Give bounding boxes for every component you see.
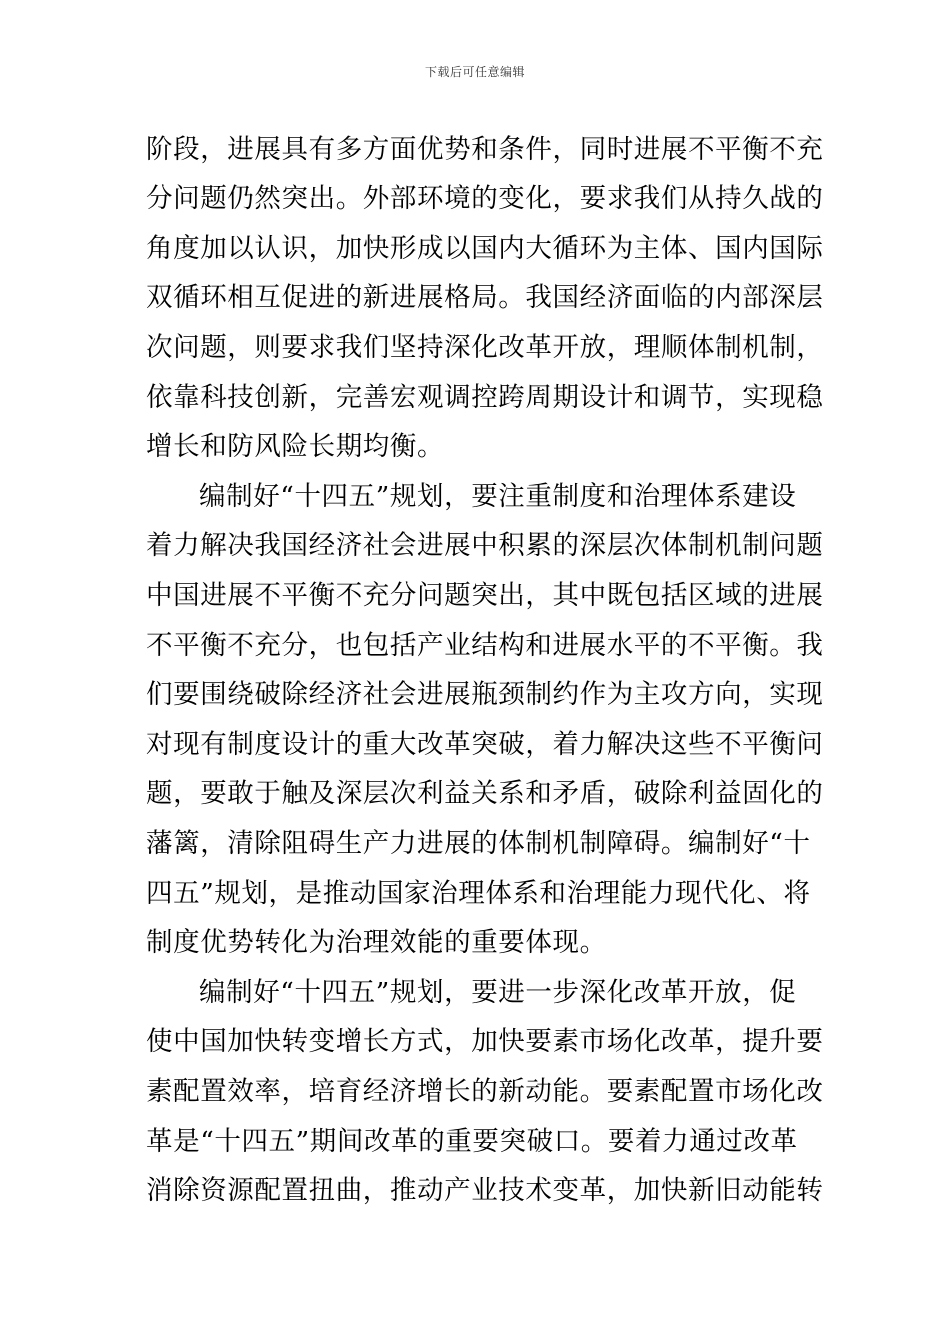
text-line: 不平衡不充分，也包括产业结构和进展水平的不平衡。我 (146, 630, 824, 661)
text-line: 依靠科技创新，完善宏观调控跨周期设计和调节，实现稳 (146, 382, 824, 413)
text-line: 对现有制度设计的重大改革突破，着力解决这些不平衡问 (146, 729, 824, 760)
text-line: 次问题，则要求我们坚持深化改革开放，理顺体制机制， (146, 332, 824, 363)
text-line: 们要围绕破除经济社会进展瓶颈制约作为主攻方向，实现 (146, 679, 824, 710)
text-line: 藩篱，清除阻碍生产力进展的体制机制障碍。编制好“十 (146, 828, 811, 859)
text-line: 着力解决我国经济社会进展中积累的深层次体制机制问题 (146, 530, 824, 561)
text-line: 素配置效率，培育经济增长的新动能。要素配置市场化改 (146, 1076, 824, 1107)
text-line: 双循环相互促进的新进展格局。我国经济面临的内部深层 (146, 282, 824, 313)
text-line: 分问题仍然突出。外部环境的变化，要求我们从持久战的 (146, 183, 824, 214)
text-line: 角度加以认识，加快形成以国内大循环为主体、国内国际 (146, 233, 824, 264)
paragraph-first-line: 编制好“十四五”规划，要进一步深化改革开放，促 (199, 977, 797, 1008)
text-line: 使中国加快转变增长方式，加快要素市场化改革，提升要 (146, 1026, 824, 1057)
text-line: 制度优势转化为治理效能的重要体现。 (146, 927, 607, 958)
text-line: 题，要敢于触及深层次利益关系和矛盾，破除利益固化的 (146, 778, 824, 809)
text-line: 增长和防风险长期均衡。 (146, 431, 445, 462)
text-line: 中国进展不平衡不充分问题突出，其中既包括区域的进展 (146, 580, 824, 611)
text-line: 阶段，进展具有多方面优势和条件，同时进展不平衡不充 (146, 134, 824, 165)
text-line: 革是“十四五”期间改革的重要突破口。要着力通过改革 (146, 1126, 798, 1157)
paragraph-first-line: 编制好“十四五”规划，要注重制度和治理体系建设 (199, 481, 797, 512)
page-header: 下载后可任意编辑 (424, 65, 525, 79)
text-line: 消除资源配置扭曲，推动产业技术变革，加快新旧动能转 (146, 1175, 824, 1206)
text-line: 四五”规划，是推动国家治理体系和治理能力现代化、将 (146, 878, 811, 909)
